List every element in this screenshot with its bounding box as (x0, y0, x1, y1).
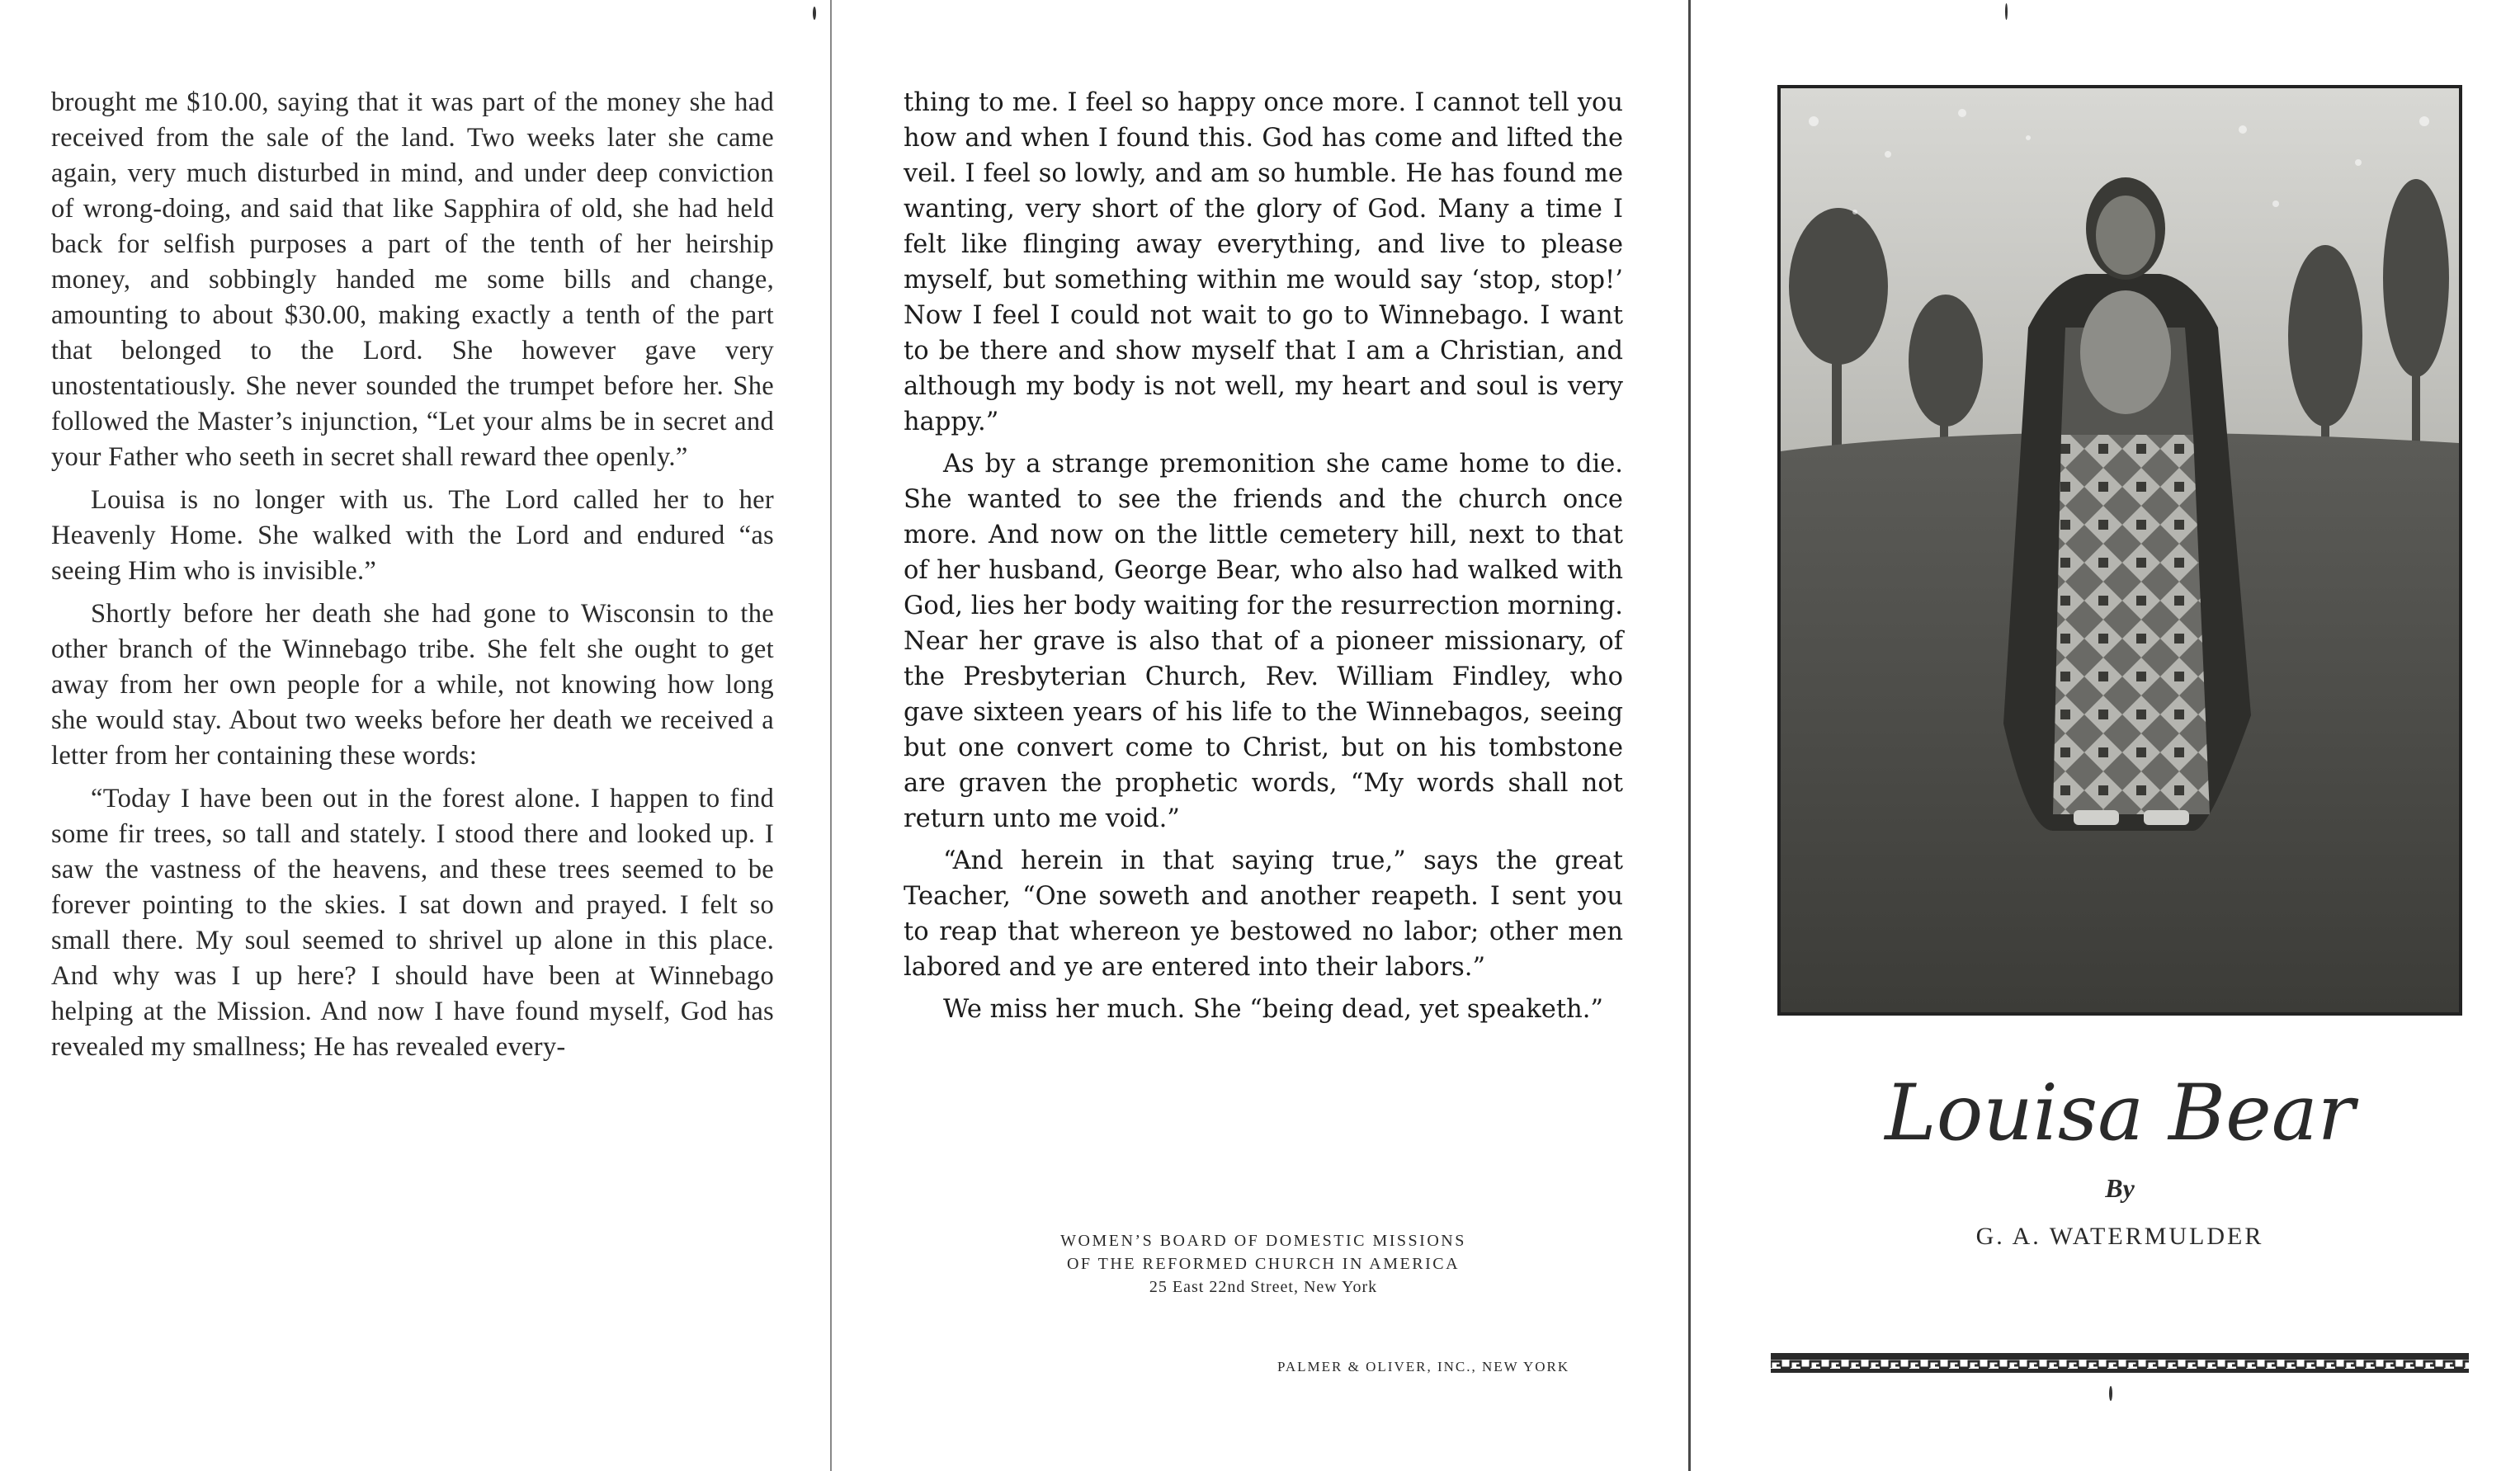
imprint-line: OF THE REFORMED CHURCH IN AMERICA (1066, 1255, 1461, 1273)
imprint-line: WOMEN’S BOARD OF DOMESTIC MISSIONS (1060, 1232, 1466, 1250)
middle-panel-text (904, 85, 1623, 1034)
author-name: G. A. WATERMULDER (1975, 1223, 2264, 1250)
meander-path (1771, 1361, 2469, 1368)
fold-line (830, 0, 832, 1471)
scan-mark (2005, 3, 2008, 20)
imprint-address: 25 East 22nd Street, New York (1149, 1278, 1378, 1296)
scan-mark (2109, 1386, 2112, 1401)
publisher-imprint (904, 1229, 1623, 1299)
paragraph: thing to me. I feel so happy once more. I cannot tell you how and when I found this. God has come and lifted the veil. I feel so lowly, and am so humble. He has found me wanting, very short of the glory of God. Many a time I felt like flinging away everything, and live to please myself, but something within me would say ‘stop, stop!’ Now I feel I could not wait to go to Winnebago. I want to be there and show myself that I am a Christian, and although my body is not well, my heart and soul is very happy.” (904, 88, 1623, 436)
scan-mark (813, 7, 816, 20)
cover-photo (1777, 85, 2462, 1016)
decorative-border (1771, 1351, 2469, 1374)
paragraph: brought me $10.00, saying that it was part of the money she had received from the sale of the land. Two weeks later she came again, very much disturbed in mind, and under deep conviction of wrong-doing, and said that like Sapphira of old, she had held back for selfish purposes a part of the tenth of her heirship money, and sobbingly handed me some bills and change, amounting to about $30.00, making exactly a tenth of the part that belonged to the Lord. She however gave very unostentatiously. She never sounded the trumpet before her. She followed the Master’s injunction, “Let your alms be in secret and your Father who seeth in secret shall reward thee openly.” (51, 87, 774, 472)
fold-line (1688, 0, 1691, 1471)
paragraph: Shortly before her death she had gone to Wisconsin to the other branch of the Winnebago tribe. She felt she ought to get away from her own people for a while, not knowing how long she would stay. About two weeks before her death we received a letter from her containing these words: (51, 599, 774, 771)
paragraph: As by a strange premonition she came home to die. She wanted to see the friends and the church once more. And now on the little cemetery hill, next to that of her husband, George Bear, who also had walked with God, lies her body waiting for the resurrection morning. Near her grave is also that of a pioneer missionary, of the Presbyterian Church, Rev. William Findley, who gave sixteen years of his life to the Winnebagos, seeing but one convert come to Christ, but on his tombstone are graven the prophetic words, “My words shall not return unto me void.” (904, 450, 1623, 833)
cover-title: Louisa Bear (1885, 1068, 2355, 1158)
paragraph: “Today I have been out in the forest alone. I happen to find some fir trees, so tall and stately. I stood there and looked up. I saw the vastness of the heavens, and these trees seemed to be forever pointing to the skies. I sat down and prayed. I felt so small there. My soul seemed to shrivel up alone in this place. And why was I up here? I should have been at Winnebago helping at the Mission. And now I have found myself, God has revealed my smallness; He has revealed every- (51, 784, 774, 1062)
byline-label: By (2105, 1173, 2135, 1203)
printer-credit: PALMER & OLIVER, INC., NEW YORK (1277, 1359, 1570, 1374)
paragraph: We miss her much. She “being dead, yet speaketh.” (943, 995, 1604, 1024)
paragraph: “And herein in that saying true,” says the great Teacher, “One soweth and another reapeth. I sent you to reap that whereon ye bestowed no labor; other men labored and ye are entered into their labors.” (904, 846, 1623, 982)
left-panel-text (51, 85, 774, 1073)
portrait-image (1781, 88, 2459, 1012)
paragraph: Louisa is no longer with us. The Lord called her to her Heavenly Home. She walked with the Lord and endured “as seeing Him who is invisible.” (51, 485, 774, 586)
